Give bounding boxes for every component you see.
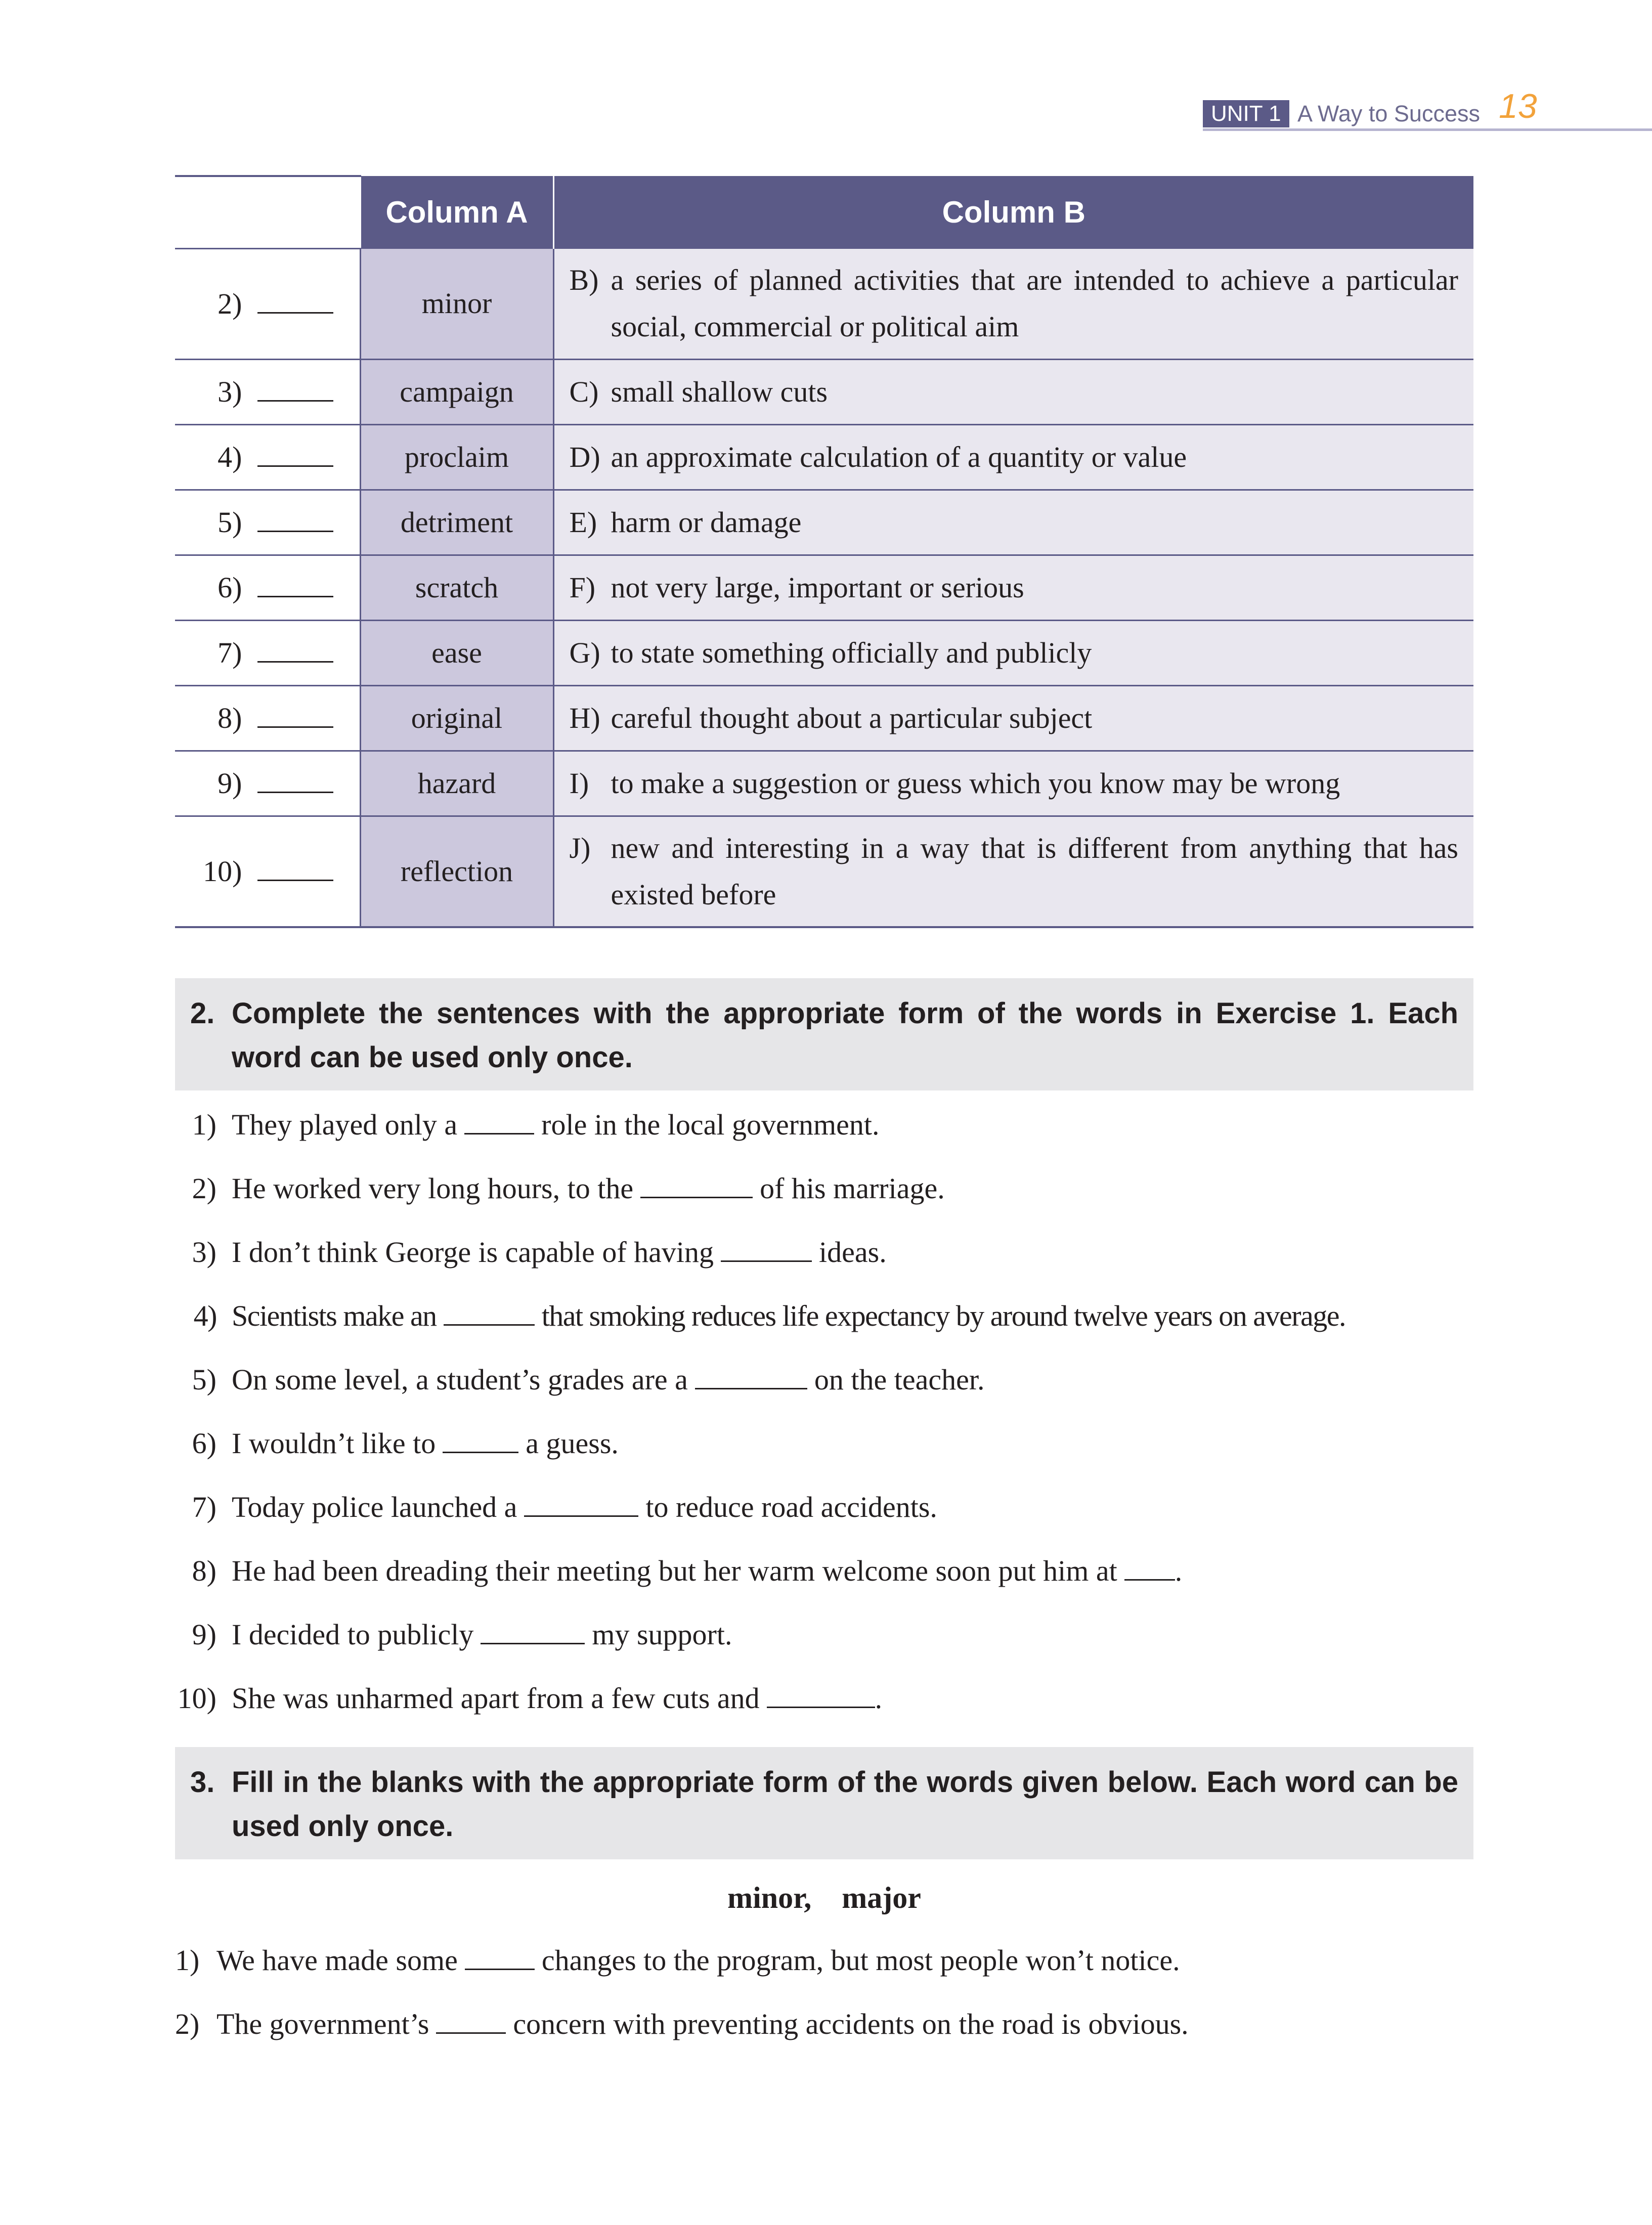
list-item (175, 1167, 945, 1206)
answer-blank[interactable] (257, 568, 333, 597)
answer-blank[interactable] (257, 851, 333, 881)
row-number: 7) (218, 636, 242, 669)
exercise-2-instruction (175, 978, 1473, 1090)
sentence-end: that smoking reduces life expectancy by around twelve years on average. (541, 1299, 1346, 1332)
sentence-end: changes to the program, but most people won’t notice. (541, 1944, 1180, 1977)
table-header-row (175, 176, 1473, 249)
sentence-end: . (875, 1682, 883, 1715)
sentence-start: Scientists make an (232, 1299, 437, 1332)
item-number: 2) (175, 2008, 200, 2040)
list-item (175, 1613, 732, 1652)
answer-blank[interactable] (465, 1939, 535, 1970)
sentence-end: to reduce road accidents. (645, 1491, 937, 1523)
page-number: 13 (1499, 87, 1537, 125)
column-b-definition (553, 816, 1473, 928)
table-row (175, 360, 1473, 425)
item-number: 8) (192, 1554, 216, 1587)
column-b-definition (553, 621, 1473, 686)
row-number-cell (175, 555, 360, 621)
item-number: 1) (175, 1944, 200, 1977)
answer-blank[interactable] (640, 1167, 753, 1198)
column-b-header: Column B (553, 176, 1473, 249)
answer-blank[interactable] (1124, 1550, 1175, 1581)
answer-blank[interactable] (257, 763, 333, 793)
sentence-end: concern with preventing accidents on the road is obvious. (513, 2008, 1189, 2040)
column-a-word: reflection (360, 816, 553, 928)
answer-blank[interactable] (257, 284, 333, 314)
list-item (175, 1295, 1345, 1334)
column-a-word: minor (360, 249, 553, 360)
row-number-cell (175, 621, 360, 686)
column-a-word: scratch (360, 555, 553, 621)
row-number: 4) (218, 441, 242, 473)
row-number-cell (175, 490, 360, 555)
row-number: 8) (218, 702, 242, 734)
definition-letter: G) (569, 636, 600, 669)
answer-blank[interactable] (257, 698, 333, 728)
row-number-cell (175, 751, 360, 816)
item-number: 5) (192, 1363, 216, 1396)
sentence-start: He worked very long hours, to the (232, 1172, 634, 1205)
item-number: 4) (193, 1299, 216, 1332)
definition-text: to state something officially and publicly (611, 636, 1092, 669)
sentence-end: of his marriage. (760, 1172, 945, 1205)
sentence-start: The government’s (216, 2008, 429, 2040)
row-number: 5) (218, 506, 242, 539)
table-row (175, 816, 1473, 928)
answer-blank[interactable] (721, 1231, 812, 1262)
column-a-word: proclaim (360, 425, 553, 490)
matching-table (175, 175, 1473, 928)
list-item (175, 1359, 984, 1398)
row-number-cell (175, 249, 360, 360)
unit-title: A Way to Success (1297, 101, 1480, 126)
answer-blank[interactable] (257, 633, 333, 663)
sentence-start: I wouldn’t like to (232, 1427, 436, 1460)
column-a-header: Column A (360, 176, 553, 249)
sentence-end: on the teacher. (814, 1363, 985, 1396)
sentence-start: He had been dreading their meeting but her warm welcome soon put him at (232, 1554, 1117, 1587)
sentence-end: a guess. (526, 1427, 619, 1460)
definition-letter: B) (569, 264, 599, 297)
definition-text: an approximate calculation of a quantity or value (611, 441, 1187, 473)
sentence-end: ideas. (819, 1236, 887, 1269)
definition-text: to make a suggestion or guess which you know may be wrong (611, 767, 1340, 800)
column-b-definition (553, 490, 1473, 555)
answer-blank[interactable] (436, 2003, 506, 2034)
column-b-definition (553, 360, 1473, 425)
list-item (175, 1422, 619, 1461)
row-number-cell (175, 360, 360, 425)
item-number: 6) (192, 1427, 216, 1460)
sentence-start: Today police launched a (232, 1491, 517, 1523)
table-row (175, 751, 1473, 816)
column-a-word: hazard (360, 751, 553, 816)
instruction-text: Fill in the blanks with the appropriate form of the words given below. Each word can be used only once. (232, 1766, 1458, 1843)
item-number: 2) (192, 1172, 216, 1205)
item-number: 10) (177, 1682, 216, 1715)
table-row (175, 425, 1473, 490)
row-number-cell (175, 686, 360, 751)
row-number-cell (175, 816, 360, 928)
definition-text: careful thought about a particular subject (611, 702, 1093, 734)
row-number: 3) (218, 375, 242, 408)
item-number: 7) (192, 1491, 216, 1523)
exercise-number: 3. (190, 1766, 215, 1799)
page-header (0, 0, 1652, 142)
answer-blank[interactable] (481, 1613, 585, 1644)
answer-blank[interactable] (444, 1295, 535, 1326)
row-number: 9) (218, 767, 242, 800)
table-row (175, 686, 1473, 751)
row-number: 6) (218, 571, 242, 604)
definition-letter: F) (569, 571, 596, 604)
sentence-start: On some level, a student’s grades are a (232, 1363, 688, 1396)
item-number: 1) (192, 1108, 216, 1141)
list-item (175, 1677, 882, 1716)
column-b-definition (553, 425, 1473, 490)
table-row (175, 621, 1473, 686)
column-a-word: original (360, 686, 553, 751)
header-rule (1203, 128, 1652, 131)
definition-text: harm or damage (611, 506, 802, 539)
sentence-start: She was unharmed apart from a few cuts and (232, 1682, 760, 1715)
answer-blank[interactable] (257, 437, 333, 467)
column-b-definition (553, 686, 1473, 751)
list-item (175, 1550, 1182, 1589)
answer-blank[interactable] (464, 1104, 534, 1135)
sentence-start: They played only a (232, 1108, 458, 1141)
list-item (175, 2003, 1189, 2042)
definition-letter: I) (569, 767, 589, 800)
column-b-definition (553, 555, 1473, 621)
answer-blank[interactable] (695, 1359, 807, 1389)
column-b-definition (553, 751, 1473, 816)
definition-letter: H) (569, 702, 600, 734)
sentence-end: my support. (592, 1618, 732, 1651)
definition-letter: E) (569, 506, 597, 539)
answer-blank[interactable] (524, 1486, 638, 1517)
column-a-word: ease (360, 621, 553, 686)
word-list: minor, major (727, 1881, 921, 1914)
definition-text: new and interesting in a way that is different from anything that has existed before (611, 832, 1458, 911)
table-row (175, 555, 1473, 621)
header-blank-cell (175, 176, 360, 249)
sentence-end: role in the local government. (541, 1108, 880, 1141)
answer-blank[interactable] (767, 1677, 875, 1708)
column-b-definition (553, 249, 1473, 360)
item-number: 3) (192, 1236, 216, 1269)
table-row (175, 490, 1473, 555)
column-a-word: campaign (360, 360, 553, 425)
table-row (175, 249, 1473, 360)
item-number: 9) (192, 1618, 216, 1651)
sentence-start: I don’t think George is capable of having (232, 1236, 714, 1269)
list-item (175, 1486, 937, 1525)
definition-letter: D) (569, 441, 600, 473)
list-item (175, 1104, 880, 1143)
list-item (175, 1231, 887, 1270)
unit-badge: UNIT 1 (1203, 100, 1289, 127)
answer-blank[interactable] (257, 372, 333, 402)
exercise-number: 2. (190, 997, 215, 1030)
definition-letter: C) (569, 375, 599, 408)
definition-text: small shallow cuts (611, 375, 828, 408)
definition-letter: J) (569, 832, 591, 864)
sentence-start: We have made some (216, 1944, 458, 1977)
row-number: 2) (218, 287, 242, 320)
row-number: 10) (203, 855, 242, 888)
answer-blank[interactable] (257, 502, 333, 532)
instruction-text: Complete the sentences with the appropriate form of the words in Exercise 1. Each word can be used only once. (232, 997, 1458, 1074)
definition-text: a series of planned activities that are intended to achieve a particular social, commercial or political aim (611, 264, 1458, 343)
column-a-word: detriment (360, 490, 553, 555)
sentence-end: . (1175, 1554, 1183, 1587)
sentence-start: I decided to publicly (232, 1618, 474, 1651)
row-number-cell (175, 425, 360, 490)
answer-blank[interactable] (443, 1422, 518, 1453)
definition-text: not very large, important or serious (611, 571, 1024, 604)
exercise-3-instruction (175, 1747, 1473, 1859)
list-item (175, 1939, 1180, 1978)
